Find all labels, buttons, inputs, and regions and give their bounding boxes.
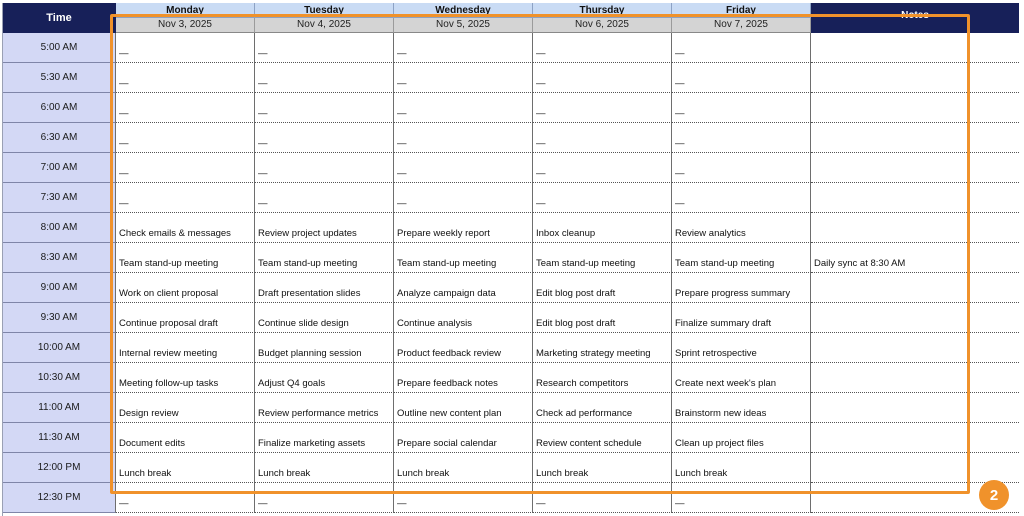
time-slot-label[interactable]: 9:30 AM [3,303,116,333]
task-cell-monday[interactable]: — [116,93,255,123]
task-cell-wednesday[interactable]: Prepare social calendar [394,423,533,453]
task-cell-thursday[interactable]: Team stand-up meeting [533,243,672,273]
task-cell-friday[interactable]: Create next week's plan [672,363,811,393]
task-cell-monday[interactable]: Lunch break [116,453,255,483]
task-cell-wednesday[interactable]: — [394,63,533,93]
task-cell-thursday[interactable]: Research competitors [533,363,672,393]
task-cell-friday[interactable]: Prepare progress summary [672,273,811,303]
task-cell-wednesday[interactable]: — [394,123,533,153]
time-slot-label[interactable]: 9:00 AM [3,273,116,303]
task-cell-thursday[interactable]: Inbox cleanup [533,213,672,243]
task-cell-friday[interactable]: — [672,123,811,153]
notes-cell[interactable] [811,363,1019,393]
task-cell-wednesday[interactable]: Outline new content plan [394,393,533,423]
time-slot-label[interactable]: 12:00 PM [3,453,116,483]
task-cell-tuesday[interactable]: — [255,63,394,93]
task-cell-monday[interactable]: — [116,183,255,213]
task-cell-thursday[interactable]: — [533,123,672,153]
task-cell-friday[interactable]: Brainstorm new ideas [672,393,811,423]
task-cell-friday[interactable]: — [672,153,811,183]
task-cell-tuesday[interactable]: — [255,123,394,153]
task-cell-wednesday[interactable]: Continue analysis [394,303,533,333]
day-header-monday[interactable]: Monday [116,3,255,18]
notes-cell[interactable] [811,453,1019,483]
task-cell-friday[interactable]: — [672,183,811,213]
day-header-friday[interactable]: Friday [672,3,811,18]
step-number-badge: 2 [979,480,1009,510]
task-cell-tuesday[interactable]: — [255,93,394,123]
day-header-tuesday[interactable]: Tuesday [255,3,394,18]
date-header-wednesday[interactable]: Nov 5, 2025 [394,18,533,33]
notes-cell[interactable] [811,153,1019,183]
task-cell-monday[interactable]: Document edits [116,423,255,453]
time-slot-label[interactable]: 6:30 AM [3,123,116,153]
task-cell-friday[interactable]: — [672,93,811,123]
notes-cell[interactable] [811,213,1019,243]
notes-cell[interactable] [811,123,1019,153]
task-cell-friday[interactable]: Lunch break [672,453,811,483]
date-header-thursday[interactable]: Nov 6, 2025 [533,18,672,33]
day-header-thursday[interactable]: Thursday [533,3,672,18]
task-cell-tuesday[interactable]: Review performance metrics [255,393,394,423]
task-cell-wednesday[interactable]: — [394,33,533,63]
task-cell-wednesday[interactable]: — [394,153,533,183]
task-cell-tuesday[interactable]: Adjust Q4 goals [255,363,394,393]
task-cell-wednesday[interactable]: — [394,183,533,213]
task-cell-tuesday[interactable]: Continue slide design [255,303,394,333]
notes-cell[interactable] [811,423,1019,453]
notes-cell[interactable]: Daily sync at 8:30 AM [811,243,1019,273]
task-cell-tuesday[interactable]: — [255,183,394,213]
task-cell-friday[interactable]: Review analytics [672,213,811,243]
task-cell-monday[interactable]: Check emails & messages [116,213,255,243]
notes-cell[interactable] [811,63,1019,93]
task-cell-tuesday[interactable]: Budget planning session [255,333,394,363]
task-cell-friday[interactable]: — [672,33,811,63]
task-cell-tuesday[interactable]: Review project updates [255,213,394,243]
time-slot-label[interactable]: 7:00 AM [3,153,116,183]
notes-cell[interactable] [811,273,1019,303]
notes-cell[interactable] [811,183,1019,213]
task-cell-thursday[interactable]: — [533,33,672,63]
task-cell-wednesday[interactable]: — [394,483,533,513]
time-slot-label[interactable]: 12:30 PM [3,483,116,513]
task-cell-wednesday[interactable]: Lunch break [394,453,533,483]
time-slot-label[interactable]: 8:30 AM [3,243,116,273]
notes-cell[interactable] [811,333,1019,363]
task-cell-thursday[interactable]: — [533,63,672,93]
task-cell-monday[interactable]: Internal review meeting [116,333,255,363]
notes-cell[interactable] [811,393,1019,423]
task-cell-monday[interactable]: Design review [116,393,255,423]
task-cell-friday[interactable]: — [672,483,811,513]
date-header-friday[interactable]: Nov 7, 2025 [672,18,811,33]
time-slot-label[interactable]: 5:30 AM [3,63,116,93]
date-header-monday[interactable]: Nov 3, 2025 [116,18,255,33]
task-cell-thursday[interactable]: Lunch break [533,453,672,483]
task-cell-monday[interactable]: — [116,123,255,153]
time-slot-label[interactable]: 10:00 AM [3,333,116,363]
task-cell-tuesday[interactable]: Draft presentation slides [255,273,394,303]
task-cell-friday[interactable]: Sprint retrospective [672,333,811,363]
task-cell-wednesday[interactable]: Prepare weekly report [394,213,533,243]
task-cell-monday[interactable]: Work on client proposal [116,273,255,303]
task-cell-thursday[interactable]: — [533,183,672,213]
time-slot-label[interactable]: 6:00 AM [3,93,116,123]
time-slot-label[interactable]: 11:30 AM [3,423,116,453]
day-header-wednesday[interactable]: Wednesday [394,3,533,18]
task-cell-wednesday[interactable]: Team stand-up meeting [394,243,533,273]
task-cell-friday[interactable]: Clean up project files [672,423,811,453]
time-slot-label[interactable]: 5:00 AM [3,33,116,63]
task-cell-thursday[interactable]: Edit blog post draft [533,273,672,303]
task-cell-monday[interactable]: Meeting follow-up tasks [116,363,255,393]
task-cell-thursday[interactable]: — [533,93,672,123]
time-slot-label[interactable]: 10:30 AM [3,363,116,393]
time-column-header[interactable]: Time [3,3,116,33]
task-cell-thursday[interactable]: Edit blog post draft [533,303,672,333]
notes-cell[interactable] [811,33,1019,63]
task-cell-tuesday[interactable]: — [255,483,394,513]
task-cell-monday[interactable]: — [116,153,255,183]
task-cell-tuesday[interactable]: Team stand-up meeting [255,243,394,273]
task-cell-tuesday[interactable]: Lunch break [255,453,394,483]
task-cell-friday[interactable]: Team stand-up meeting [672,243,811,273]
task-cell-thursday[interactable]: Marketing strategy meeting [533,333,672,363]
notes-column-header[interactable]: Notes [811,3,1019,33]
notes-cell[interactable] [811,303,1019,333]
task-cell-tuesday[interactable]: Finalize marketing assets [255,423,394,453]
task-cell-wednesday[interactable]: Product feedback review [394,333,533,363]
task-cell-thursday[interactable]: Review content schedule [533,423,672,453]
task-cell-monday[interactable]: — [116,33,255,63]
task-cell-tuesday[interactable]: — [255,33,394,63]
notes-cell[interactable] [811,93,1019,123]
task-cell-thursday[interactable]: — [533,153,672,183]
weekly-schedule-grid [2,3,1019,516]
task-cell-friday[interactable]: — [672,63,811,93]
task-cell-wednesday[interactable]: — [394,93,533,123]
task-cell-friday[interactable]: Finalize summary draft [672,303,811,333]
time-slot-label[interactable]: 8:00 AM [3,213,116,243]
task-cell-monday[interactable]: Team stand-up meeting [116,243,255,273]
task-cell-monday[interactable]: — [116,63,255,93]
time-slot-label[interactable]: 7:30 AM [3,183,116,213]
task-cell-tuesday[interactable]: — [255,153,394,183]
task-cell-wednesday[interactable]: Analyze campaign data [394,273,533,303]
task-cell-thursday[interactable]: — [533,483,672,513]
task-cell-thursday[interactable]: Check ad performance [533,393,672,423]
task-cell-monday[interactable]: Continue proposal draft [116,303,255,333]
task-cell-monday[interactable]: — [116,483,255,513]
date-header-tuesday[interactable]: Nov 4, 2025 [255,18,394,33]
task-cell-wednesday[interactable]: Prepare feedback notes [394,363,533,393]
time-slot-label[interactable]: 11:00 AM [3,393,116,423]
